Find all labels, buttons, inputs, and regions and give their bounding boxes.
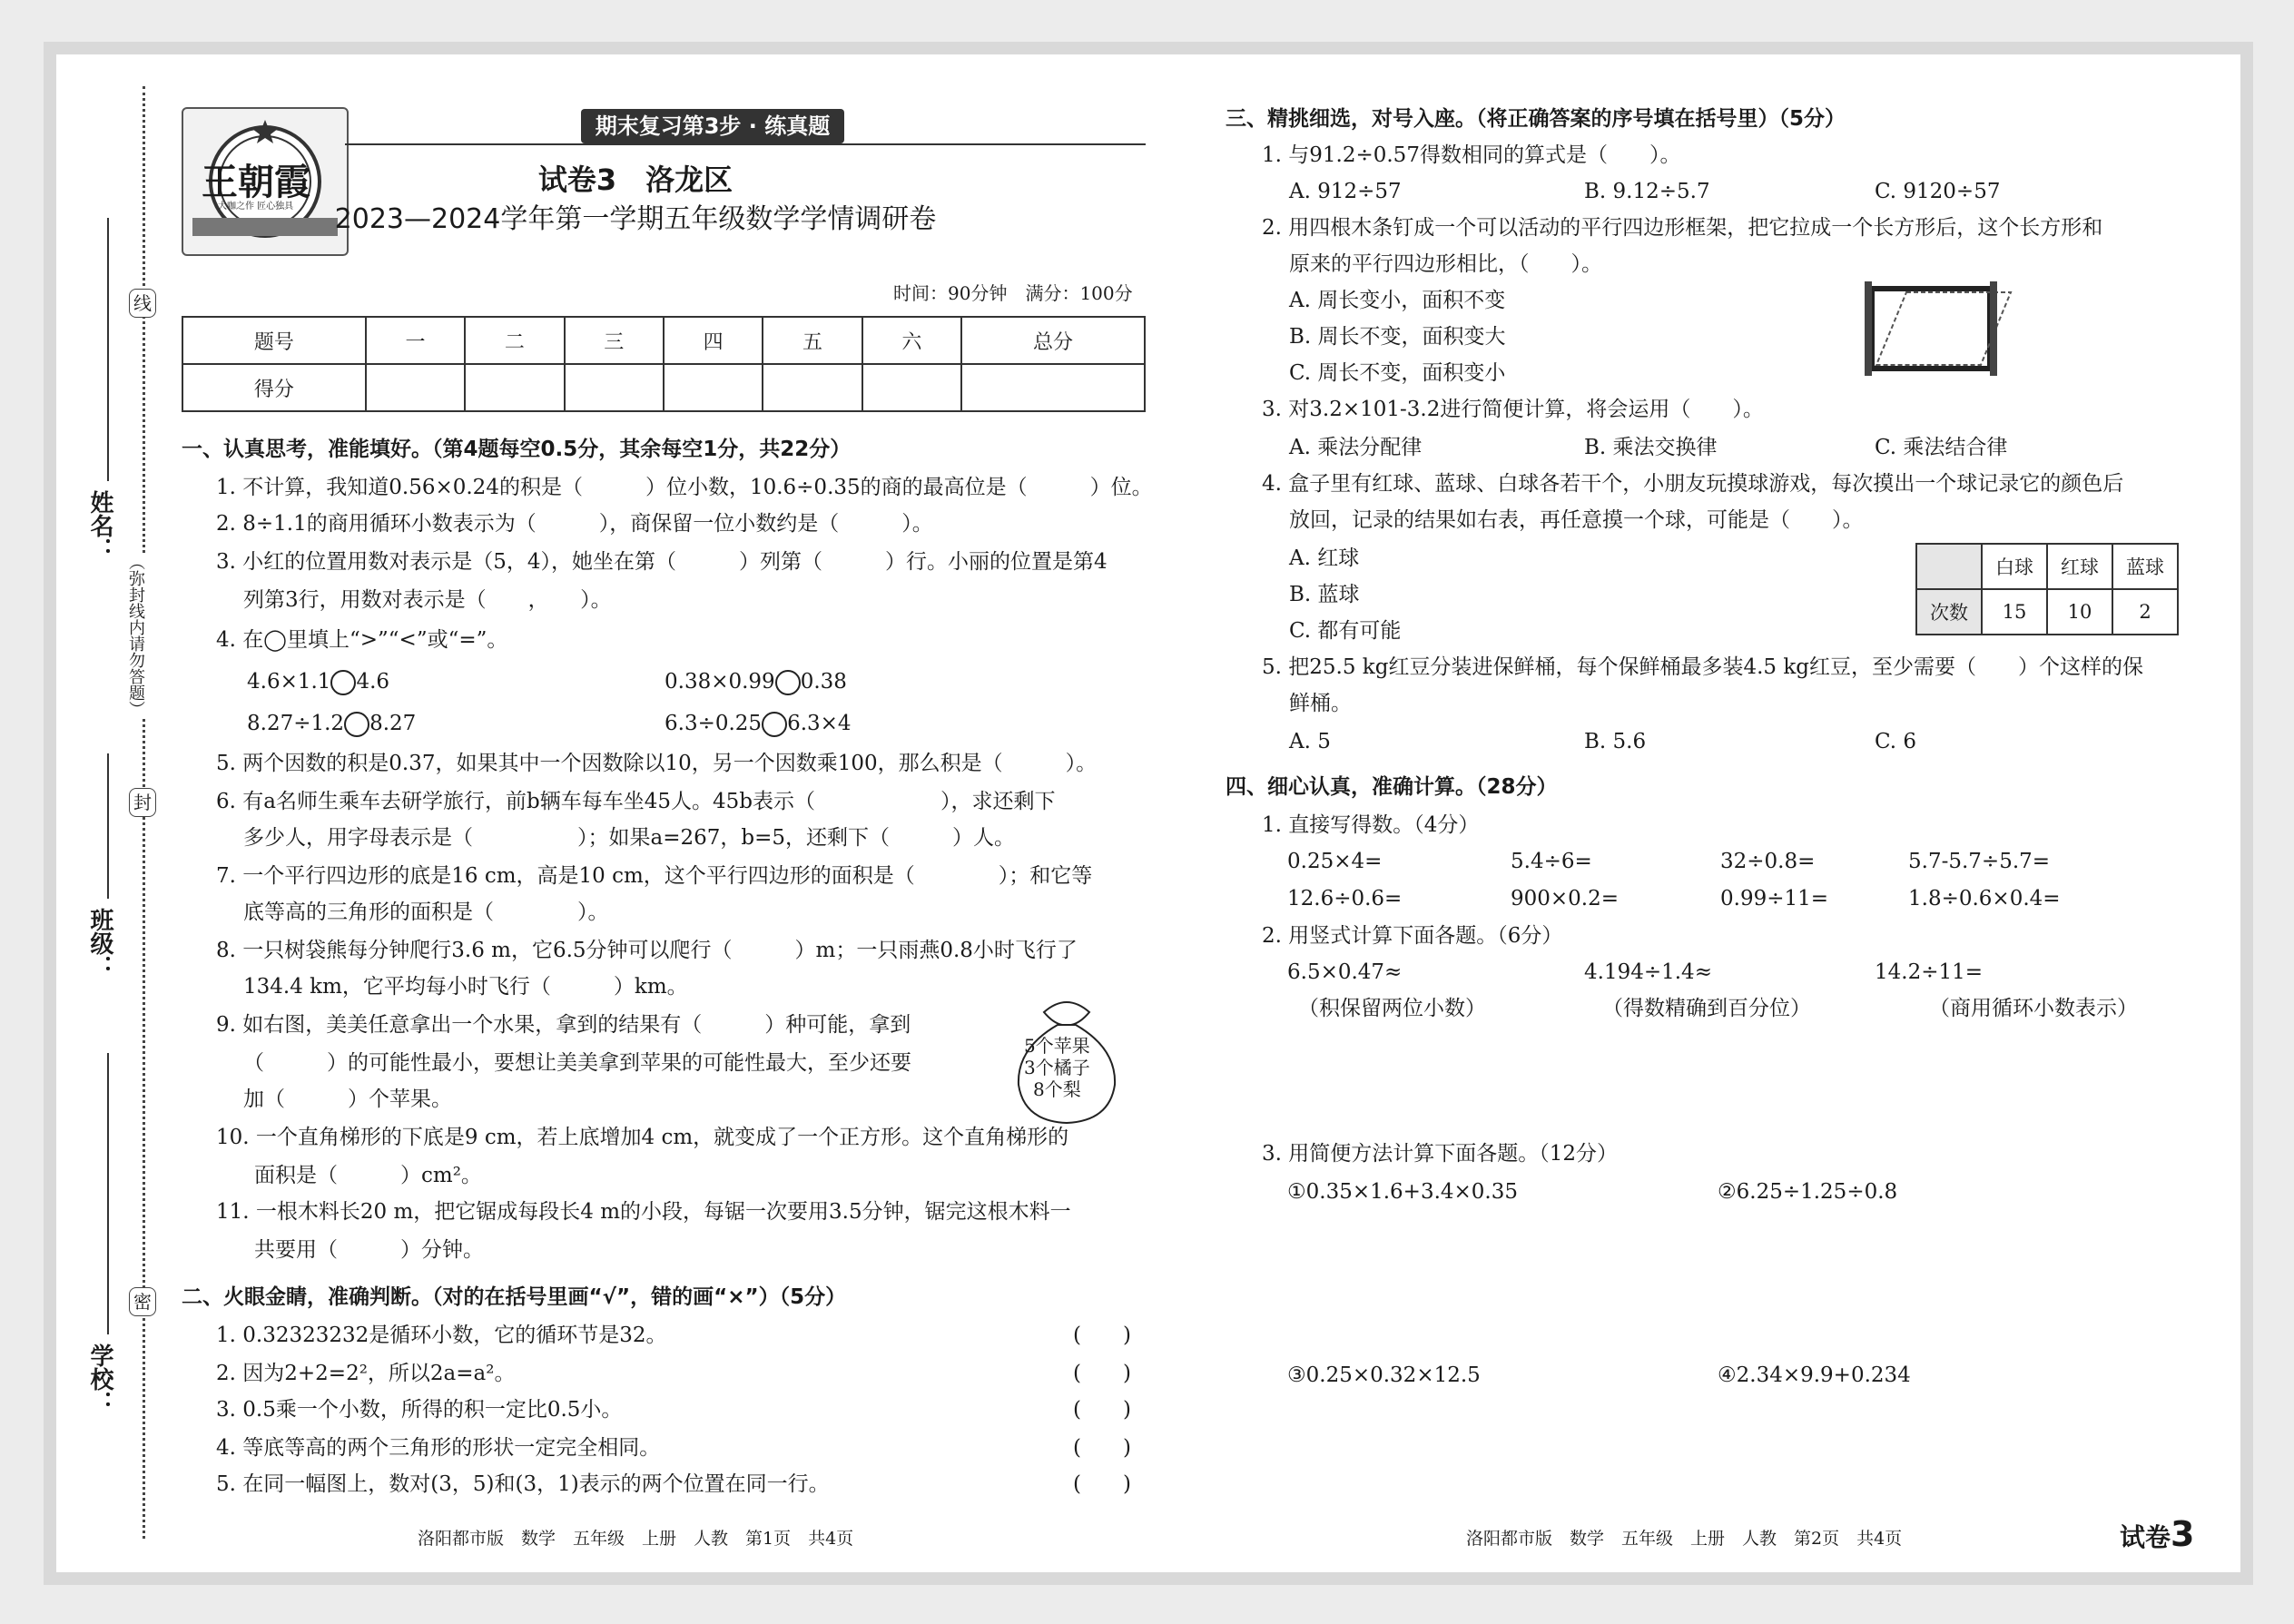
q3-line-2: 列第3行，用数对表示是（ ， ）。 <box>243 588 612 612</box>
s3-q4: 4. 盒子里有红球、蓝球、白球各若干个，小朋友玩摸球游戏，每次摸出一个球记录它的颜色后 <box>1262 472 2124 496</box>
ball-table-corner <box>1916 544 1982 589</box>
s3-q5: 5. 把25.5 kg红豆分装进保鲜桶，每个保鲜桶最多装4.5 kg红豆，至少需要（ ）个这样的保 <box>1262 655 2143 679</box>
seal-char-mi: 密 <box>129 1287 156 1316</box>
direct-calc: 32÷0.8= <box>1720 850 1816 873</box>
s3-q5-option: C. 6 <box>1875 730 1917 753</box>
bag-apples: 5个苹果 <box>1024 1035 1090 1057</box>
score-header: 二 <box>465 317 564 364</box>
compare-circle[interactable] <box>775 670 801 695</box>
direct-calc: 0.99÷11= <box>1720 887 1829 910</box>
s3-q4-option: A. 红球 <box>1289 546 1360 570</box>
score-header: 题号 <box>182 317 366 364</box>
judge-bracket[interactable]: ( ) <box>1073 1472 1131 1496</box>
compare-right: 6.3×4 <box>787 712 852 735</box>
q3-line: 3. 小红的位置用数对表示是（5，4），她坐在第（ ）列第（ ）行。小丽的位置是第4 <box>216 550 1108 574</box>
compare-left: 6.3÷0.25 <box>665 712 763 735</box>
time-score-info: 时间：90分钟 满分：100分 <box>893 282 1133 304</box>
s3-q2-option: B. 周长不变，面积变大 <box>1289 325 1506 349</box>
section1-heading: 一、认真思考，准能填好。（第4题每空0.5分，其余每空1分，共22分） <box>182 438 852 461</box>
compare-item <box>665 710 852 737</box>
ball-table-cell: 2 <box>2112 589 2178 635</box>
name-label: 姓名： <box>86 490 113 561</box>
footer-right: 洛阳都市版 数学 五年级 上册 人教 第2页 共4页 <box>1466 1529 1903 1549</box>
compare-circle[interactable] <box>330 670 356 695</box>
s4-part1: 1. 直接写得数。（4分） <box>1262 813 1480 837</box>
logo-subtext: 大咖之作 匠心独具 <box>218 202 294 212</box>
section2-heading: 二、火眼金睛，准确判断。（对的在括号里画“√”，错的画“×”）（5分） <box>182 1285 847 1309</box>
q2-line: 2. 8÷1.1的商用循环小数表示为（ ），商保留一位小数约是（ ）。 <box>216 512 933 536</box>
compare-left: 8.27÷1.2 <box>247 712 345 735</box>
judge-item: 4. 等底等高的两个三角形的形状一定完全相同。 <box>216 1436 661 1460</box>
score-cell[interactable] <box>565 364 664 411</box>
seal-warning: （弥封线内请勿答题） <box>120 554 147 717</box>
vertical-calc: 4.194÷1.4≈ <box>1584 960 1712 984</box>
judge-item: 2. 因为2+2=2²，所以2a=a²。 <box>216 1362 516 1385</box>
s3-q1-option: C. 9120÷57 <box>1875 180 2001 203</box>
score-cell[interactable] <box>862 364 961 411</box>
simplify-calc: ④2.34×9.9+0.234 <box>1718 1363 1911 1387</box>
ball-count-table <box>1915 543 2179 635</box>
score-cell[interactable] <box>664 364 763 411</box>
vertical-calc: 14.2÷11= <box>1875 960 1984 984</box>
s3-q4-option: B. 蓝球 <box>1289 583 1360 606</box>
section3-heading: 三、精挑细选，对号入座。（将正确答案的序号填在括号里）（5分） <box>1226 107 1846 131</box>
score-header: 六 <box>862 317 961 364</box>
judge-item: 1. 0.32323232是循环小数，它的循环节是32。 <box>216 1324 667 1347</box>
direct-calc: 5.4÷6= <box>1511 850 1592 873</box>
q9-line-2: （ ）的可能性最小，要想让美美拿到苹果的可能性最大，至少还要 <box>243 1051 911 1075</box>
judge-bracket[interactable]: ( ) <box>1073 1324 1131 1347</box>
compare-circle[interactable] <box>762 712 787 737</box>
direct-calc: 900×0.2= <box>1511 887 1620 910</box>
score-table <box>182 316 1146 412</box>
q9-line: 9. 如右图，美美任意拿出一个水果，拿到的结果有（ ）种可能，拿到 <box>216 1013 911 1037</box>
paper-tag <box>2120 1516 2194 1556</box>
s4-part3: 3. 用简便方法计算下面各题。（12分） <box>1262 1142 1619 1166</box>
score-header: 一 <box>366 317 465 364</box>
paper-subtitle: 2023—2024学年第一学期五年级数学学情调研卷 <box>334 203 937 235</box>
score-header: 总分 <box>961 317 1145 364</box>
s3-q2-option: C. 周长不变，面积变小 <box>1289 361 1506 385</box>
score-header: 五 <box>763 317 861 364</box>
q11-line-2: 共要用（ ）分钟。 <box>254 1238 484 1262</box>
seal-char-xian: 线 <box>129 289 156 318</box>
ball-table-cell: 15 <box>1982 589 2047 635</box>
vertical-calc: 6.5×0.47≈ <box>1287 960 1403 984</box>
compare-item <box>665 668 847 695</box>
score-header: 四 <box>664 317 763 364</box>
paper-tag-number: 3 <box>2171 1514 2195 1554</box>
judge-bracket[interactable]: ( ) <box>1073 1398 1131 1422</box>
s3-q1-option: B. 9.12÷5.7 <box>1584 180 1710 203</box>
q4-line: 4. 在◯里填上“>”“<”或“=”。 <box>216 628 508 652</box>
s3-q5-option: B. 5.6 <box>1584 730 1647 753</box>
direct-calc: 5.7-5.7÷5.7= <box>1908 850 2051 873</box>
score-cell[interactable] <box>961 364 1145 411</box>
compare-right: 8.27 <box>369 712 417 735</box>
compare-circle[interactable] <box>344 712 369 737</box>
simplify-calc: ①0.35×1.6+3.4×0.35 <box>1287 1180 1519 1204</box>
ball-table-header: 蓝球 <box>2112 544 2178 589</box>
q9-line-3: 加（ ）个苹果。 <box>243 1088 452 1111</box>
q8-line: 8. 一只树袋熊每分钟爬行3.6 m，它6.5分钟可以爬行（ ）m；一只雨燕0.8小时飞行了 <box>216 939 1078 962</box>
judge-bracket[interactable]: ( ) <box>1073 1362 1131 1385</box>
q6-line-2: 多少人，用字母表示是（ ）；如果a=267，b=5，还剩下（ ）人。 <box>243 826 1016 850</box>
s3-q4-option: C. 都有可能 <box>1289 619 1402 643</box>
q6-line: 6. 有a名师生乘车去研学旅行，前b辆车每车坐45人。45b表示（ ），求还剩下 <box>216 790 1056 813</box>
s3-q1: 1. 与91.2÷0.57得数相同的算式是（ ）。 <box>1262 143 1681 167</box>
ball-table-row-label: 次数 <box>1916 589 1982 635</box>
score-header: 三 <box>565 317 664 364</box>
score-row-label: 得分 <box>182 364 366 411</box>
compare-right: 0.38 <box>800 670 847 694</box>
judge-bracket[interactable]: ( ) <box>1073 1436 1131 1460</box>
paper-title: 试卷3 洛龙区 <box>537 162 733 197</box>
judge-item: 3. 0.5乘一个小数，所得的积一定比0.5小。 <box>216 1398 623 1422</box>
s3-q4-line2: 放回，记录的结果如右表，再任意摸一个球，可能是（ ）。 <box>1289 508 1864 532</box>
compare-item <box>247 710 416 737</box>
compare-item <box>247 668 389 695</box>
s3-q5-option: A. 5 <box>1289 730 1331 753</box>
q7-line-2: 底等高的三角形的面积是（ ）。 <box>243 901 609 924</box>
ball-table-header: 白球 <box>1982 544 2047 589</box>
seal-char-feng: 封 <box>129 788 156 817</box>
review-banner: 期末复习第3步 · 练真题 <box>581 109 844 143</box>
s3-q3-option: A. 乘法分配律 <box>1289 436 1423 459</box>
compare-left: 4.6×1.1 <box>247 670 331 694</box>
s3-q5-line2: 鲜桶。 <box>1289 692 1352 715</box>
bag-oranges: 3个橘子 <box>1024 1057 1090 1078</box>
vertical-note: （得数精确到百分位） <box>1602 997 1811 1020</box>
logo-text: 王朝霞 <box>202 162 310 203</box>
school-label: 学校： <box>86 1343 113 1414</box>
s3-q3-option: B. 乘法交换律 <box>1584 436 1718 459</box>
bag-pears: 8个梨 <box>1033 1078 1081 1100</box>
s3-q2-option: A. 周长变小，面积不变 <box>1289 289 1506 312</box>
simplify-calc: ②6.25÷1.25÷0.8 <box>1718 1180 1898 1204</box>
q5-line: 5. 两个因数的积是0.37，如果其中一个因数除以10，另一个因数乘100，那么积是（ ）。 <box>216 752 1098 775</box>
direct-calc: 0.25×4= <box>1287 850 1383 873</box>
ball-table-header: 红球 <box>2047 544 2112 589</box>
q10-line: 10. 一个直角梯形的下底是9 cm，若上底增加4 cm，就变成了一个正方形。这个直角梯形的 <box>216 1126 1069 1149</box>
ball-table-cell: 10 <box>2047 589 2112 635</box>
s3-q2: 2. 用四根木条钉成一个可以活动的平行四边形框架，把它拉成一个长方形后，这个长方形和 <box>1262 216 2103 240</box>
compare-right: 4.6 <box>356 670 390 694</box>
footer-left: 洛阳都市版 数学 五年级 上册 人教 第1页 共4页 <box>418 1529 854 1549</box>
direct-calc: 12.6÷0.6= <box>1287 887 1403 910</box>
s3-q2-line2: 原来的平行四边形相比，（ ）。 <box>1289 252 1602 276</box>
score-cell[interactable] <box>366 364 465 411</box>
q11-line: 11. 一根木料长20 m，把它锯成每段长4 m的小段，每锯一次要用3.5分钟，锯完这根木料一 <box>216 1200 1071 1224</box>
vertical-note: （积保留两位小数） <box>1298 997 1486 1020</box>
section4-heading: 四、细心认真，准确计算。（28分） <box>1226 775 1558 799</box>
compare-left: 0.38×0.99 <box>665 670 775 694</box>
simplify-calc: ③0.25×0.32×12.5 <box>1287 1363 1481 1387</box>
class-field[interactable] <box>107 753 109 899</box>
q1-line: 1. 不计算，我知道0.56×0.24的积是（ ）位小数，10.6÷0.35的商的最高位是（ ）位。 <box>216 476 1153 499</box>
s4-part2: 2. 用竖式计算下面各题。（6分） <box>1262 924 1563 948</box>
judge-item: 5. 在同一幅图上，数对(3，5)和(3，1)表示的两个位置在同一行。 <box>216 1472 830 1496</box>
direct-calc: 1.8÷0.6×0.4= <box>1908 887 2061 910</box>
score-cell[interactable] <box>465 364 564 411</box>
score-cell[interactable] <box>763 364 861 411</box>
school-field[interactable] <box>107 1053 109 1334</box>
name-field[interactable] <box>107 218 109 481</box>
q7-line: 7. 一个平行四边形的底是16 cm，高是10 cm，这个平行四边形的面积是（ ）；和它等 <box>216 864 1093 888</box>
vertical-note: （商用循环小数表示） <box>1929 997 2138 1020</box>
class-label: 班级： <box>86 908 113 979</box>
q8-line-2: 134.4 km，它平均每小时飞行（ ）km。 <box>243 975 688 999</box>
s3-q1-option: A. 912÷57 <box>1289 180 1402 203</box>
s3-q3-option: C. 乘法结合律 <box>1875 436 2008 459</box>
paper-tag-label: 试卷 <box>2120 1522 2171 1552</box>
header-rule <box>345 143 1146 145</box>
frame-diagram-icon <box>1861 280 2015 379</box>
s3-q3: 3. 对3.2×101-3.2进行简便计算，将会运用（ ）。 <box>1262 398 1764 421</box>
q10-line-2: 面积是（ ）cm²。 <box>254 1164 482 1187</box>
